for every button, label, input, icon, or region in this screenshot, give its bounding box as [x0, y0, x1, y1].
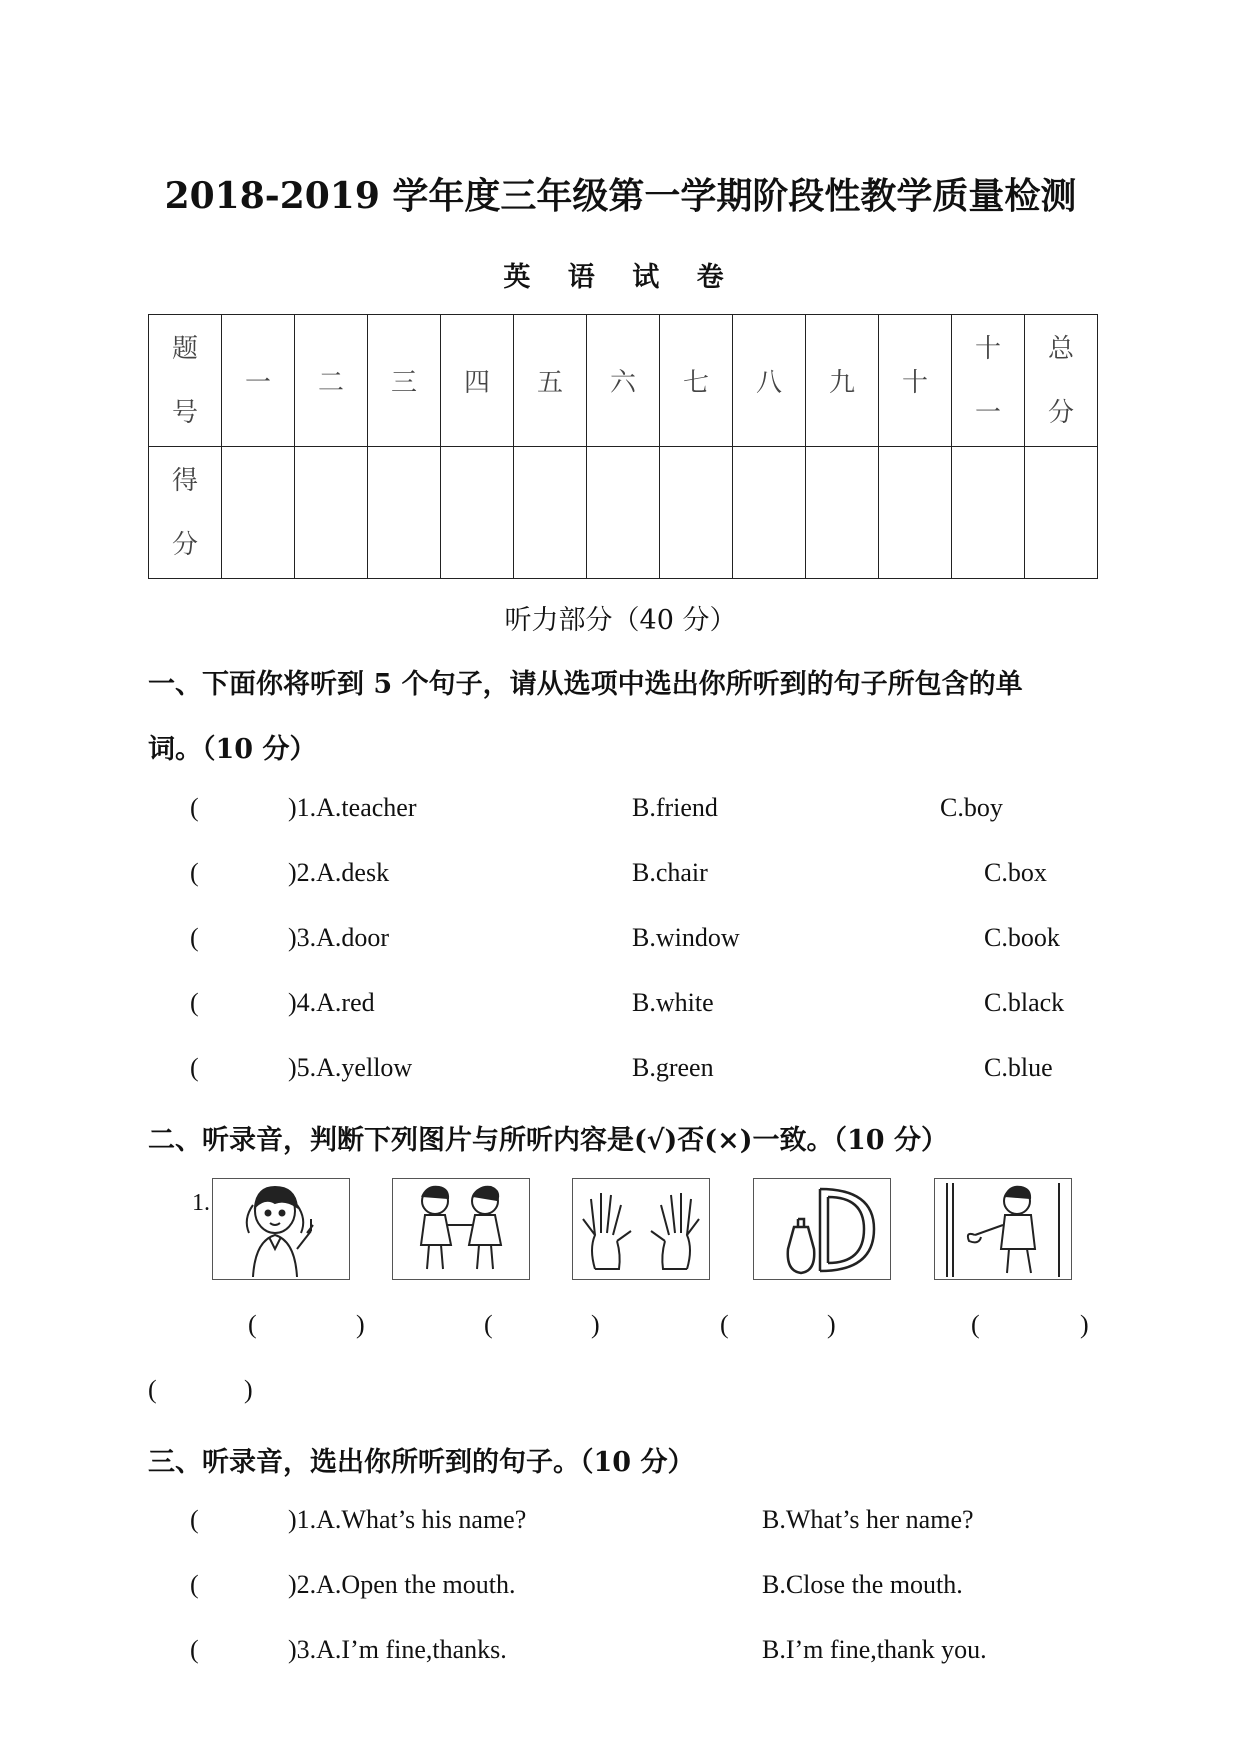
hands-icon — [573, 1179, 709, 1279]
score-cell[interactable] — [222, 447, 295, 579]
column-header: 七 — [660, 315, 733, 447]
column-header: 九 — [806, 315, 879, 447]
answer-paren-close: ) — [356, 1310, 365, 1339]
column-header-total: 总 分 — [1025, 315, 1098, 447]
option-c: C.book — [984, 923, 1060, 952]
girl-pointing-icon — [213, 1179, 349, 1279]
section3-title: 三、听录音，选出你所听到的句子。（10 分） — [148, 1447, 695, 1478]
picture-boy-door — [934, 1178, 1072, 1280]
answer-paren-open[interactable]: ( — [720, 1310, 729, 1339]
answer-paren-close: ) — [244, 1375, 253, 1404]
option-b: B.window — [632, 923, 740, 952]
option-a: )3.A.I’m fine,thanks. — [288, 1635, 507, 1664]
answer-paren[interactable]: ( — [190, 1505, 199, 1534]
column-header: 十 — [879, 315, 952, 447]
option-b: B.What’s her name? — [762, 1505, 974, 1534]
score-cell[interactable] — [660, 447, 733, 579]
option-c: C.box — [984, 858, 1047, 887]
section1-title: 一、下面你将听到 5 个句子，请从选项中选出你所听到的句子所包含的单 — [148, 669, 1023, 700]
column-header: 六 — [587, 315, 660, 447]
score-cell[interactable] — [295, 447, 368, 579]
option-a: )1.A.What’s his name? — [288, 1505, 527, 1534]
listening-header: 听力部分（40 分） — [504, 605, 737, 636]
score-label: 得 分 — [149, 447, 222, 579]
answer-paren[interactable]: ( — [190, 923, 199, 952]
exam-subtitle: 英 语 试 卷 — [503, 262, 738, 293]
picture-two-hands — [572, 1178, 710, 1280]
picture-girl-pointing — [212, 1178, 350, 1280]
score-table-header-row — [149, 315, 1098, 447]
score-cell[interactable] — [952, 447, 1025, 579]
score-cell[interactable] — [514, 447, 587, 579]
two-girls-icon — [393, 1179, 529, 1279]
option-c: C.black — [984, 988, 1065, 1017]
answer-paren-close: ) — [591, 1310, 600, 1339]
answer-paren[interactable]: ( — [190, 1635, 199, 1664]
answer-paren-open[interactable]: ( — [148, 1375, 157, 1404]
option-a: )2.A.desk — [288, 858, 390, 887]
score-cell[interactable] — [1025, 447, 1098, 579]
answer-paren-close: ) — [1080, 1310, 1089, 1339]
answer-paren-close: ) — [827, 1310, 836, 1339]
picture-two-girls — [392, 1178, 530, 1280]
option-c: C.boy — [940, 793, 1003, 822]
score-cell[interactable] — [441, 447, 514, 579]
boy-door-icon — [935, 1179, 1071, 1279]
option-b: B.white — [632, 988, 714, 1017]
option-b: B.Close the mouth. — [762, 1570, 963, 1599]
option-a: )4.A.red — [288, 988, 375, 1017]
option-b: B.I’m fine,thank you. — [762, 1635, 987, 1664]
exam-title: 2018-2019 学年度三年级第一学期阶段性教学质量检测 — [164, 175, 1077, 217]
answer-paren[interactable]: ( — [190, 1053, 199, 1082]
section1-title-cont: 词。（10 分） — [148, 734, 317, 765]
answer-paren[interactable]: ( — [190, 1570, 199, 1599]
score-cell[interactable] — [587, 447, 660, 579]
question-number-label: 题 号 — [149, 315, 222, 447]
option-b: B.chair — [632, 858, 708, 887]
letter-d-icon — [754, 1179, 890, 1279]
score-table — [148, 314, 1098, 579]
option-a: )3.A.door — [288, 923, 390, 952]
column-header: 一 — [222, 315, 295, 447]
column-header: 八 — [733, 315, 806, 447]
option-a: )1.A.teacher — [288, 793, 417, 822]
option-c: C.blue — [984, 1053, 1053, 1082]
score-cell[interactable] — [733, 447, 806, 579]
score-cell[interactable] — [879, 447, 952, 579]
score-table-score-row — [149, 447, 1098, 579]
answer-paren-open[interactable]: ( — [484, 1310, 493, 1339]
score-cell[interactable] — [368, 447, 441, 579]
picture-number: 1. — [192, 1190, 210, 1216]
option-a: )5.A.yellow — [288, 1053, 413, 1082]
column-header: 五 — [514, 315, 587, 447]
picture-letter-d — [753, 1178, 891, 1280]
column-header-eleven: 十 一 — [952, 315, 1025, 447]
option-b: B.friend — [632, 793, 718, 822]
answer-paren-open[interactable]: ( — [971, 1310, 980, 1339]
option-a: )2.A.Open the mouth. — [288, 1570, 516, 1599]
score-cell[interactable] — [806, 447, 879, 579]
answer-paren[interactable]: ( — [190, 988, 199, 1017]
answer-paren[interactable]: ( — [190, 793, 199, 822]
answer-paren-open[interactable]: ( — [248, 1310, 257, 1339]
column-header: 二 — [295, 315, 368, 447]
column-header: 四 — [441, 315, 514, 447]
column-header: 三 — [368, 315, 441, 447]
option-b: B.green — [632, 1053, 714, 1082]
section2-title: 二、听录音，判断下列图片与所听内容是(√)否(×)一致。（10 分） — [148, 1125, 948, 1156]
answer-paren[interactable]: ( — [190, 858, 199, 887]
